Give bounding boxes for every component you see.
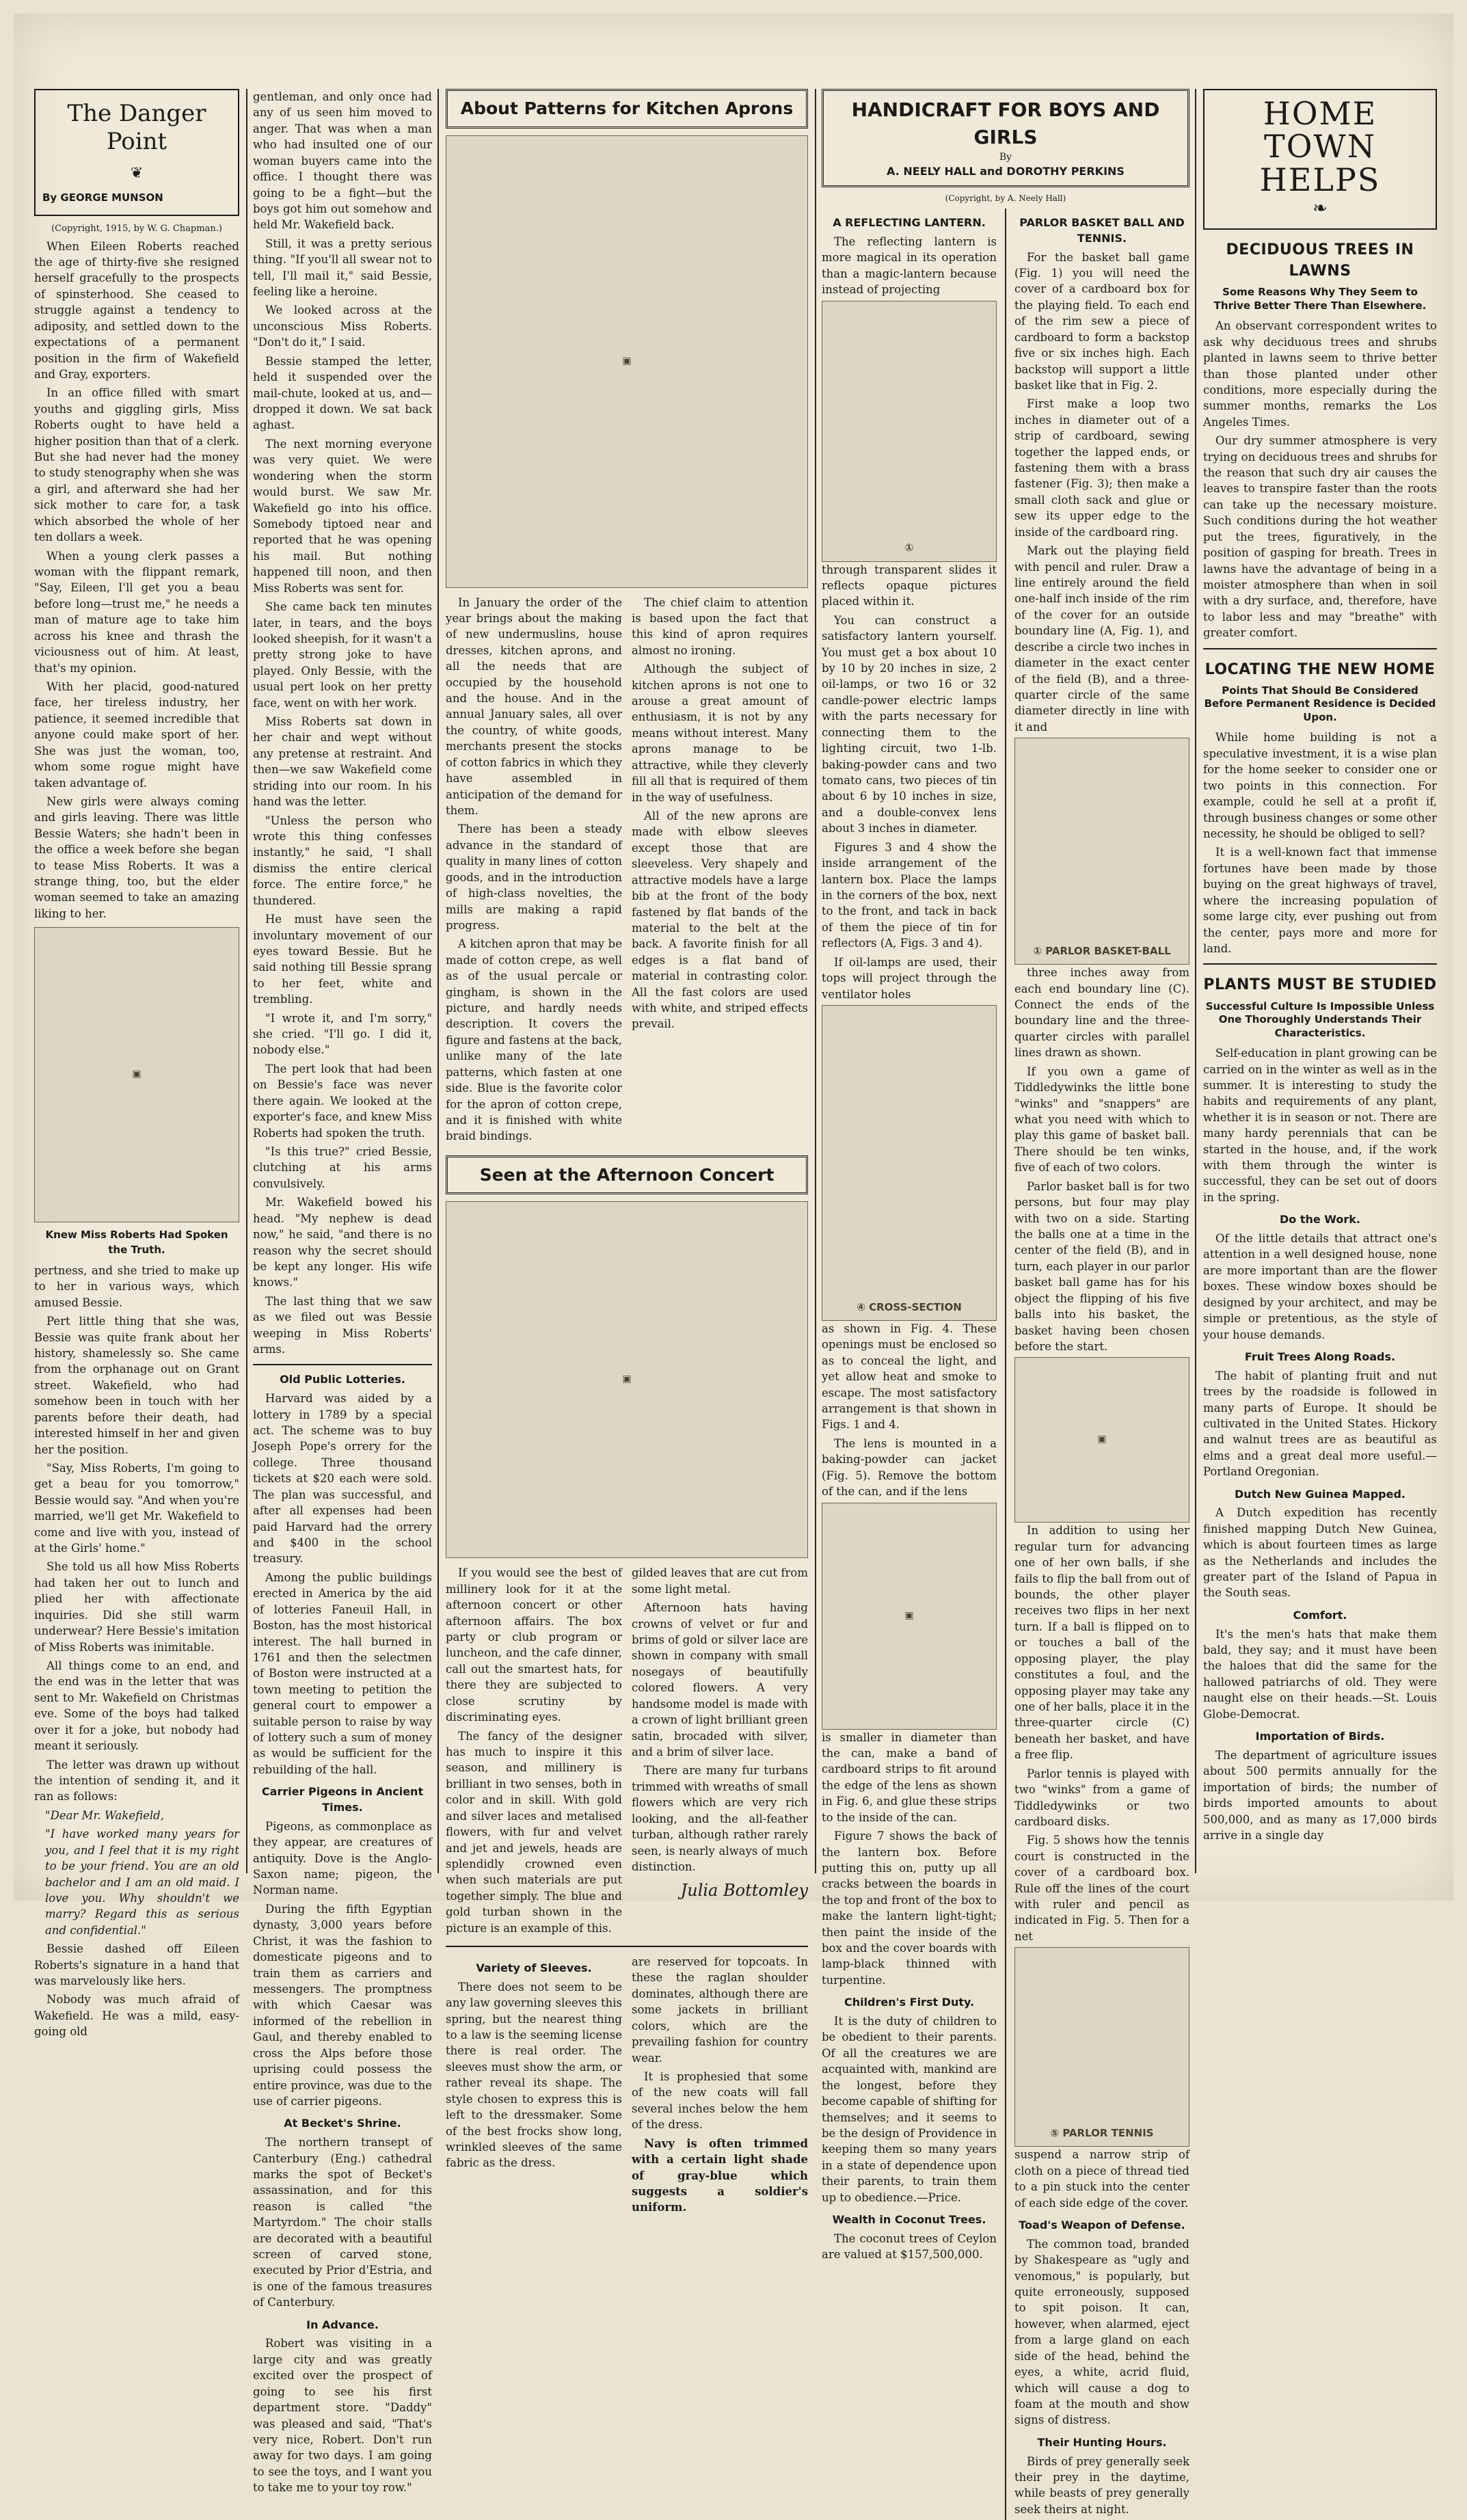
column-rule [1195, 89, 1196, 1873]
paragraph: The pert look that had been on Bessie's face was never there again. We looked at the exporter's face, and knew Miss Roberts had spoken the truth. [253, 1062, 432, 1140]
paragraph: If you own a game of Tiddledywinks the little bone "winks" and "snappers" are what you need with which to play this game of basket ball. There should be ten winks, five of each of two colors. [1014, 1064, 1189, 1175]
copyright: (Copyright, by A. Neely Hall) [945, 193, 1066, 204]
paragraph: While home building is not a speculative investment, it is a wise plan for the home seeker to consider one or two points in this connection. For example, could he sell at a profit if, through business changes or some other necessity, he should be obliged to sell? [1203, 731, 1437, 840]
column-danger-continued [253, 89, 432, 2495]
illustration-woman-feather-hat: ▣ [446, 1201, 808, 1558]
figure-label: ④ CROSS-SECTION [857, 1300, 962, 1313]
paragraph: A Dutch expedition has recently finished mapping Dutch New Guinea, which is about fourteen times as large as the Netherlands and includes the greater part of the Island of Papua in the South seas. [1203, 1506, 1437, 1600]
paragraph: Mark out the playing field with pencil and ruler. Draw a line entirely around the field one-half inch inside of the rim of the cover for an outside boundary line (A, Fig. 1), and describe a circle two inches in diameter in the exact center of the field (B), and a three-quarter circle of the same diameter directly in line with it and [1014, 544, 1189, 734]
figure-label: ⑤ PARLOR TENNIS [1050, 2127, 1154, 2140]
sleeves-col-right [632, 1954, 808, 2219]
by: By [999, 151, 1012, 163]
paragraph: We looked across at the unconscious Miss Roberts. "Don't do it," I said. [253, 304, 432, 349]
headline-pigeons: Carrier Pigeons in Ancient Times. [261, 1785, 424, 1814]
paragraph: as shown in Fig. 4. These openings must be enclosed so as to conceal the light, and yet allow heat and smoke to escape. The most satisfactory arrangement is that shown in Figs. 1 and 4. [822, 1322, 997, 1432]
headline-sleeves: Variety of Sleeves. [476, 1961, 592, 1975]
paragraph: The lens is mounted in a baking-powder can jacket (Fig. 5). Remove the bottom of the can, and if the lens [822, 1436, 997, 1499]
paragraph: "Is this true?" cried Bessie, clutching at his arms convulsively. [253, 1145, 432, 1190]
headline-comfort: Comfort. [1293, 1608, 1347, 1622]
headline-new-home: LOCATING THE NEW HOME [1204, 660, 1436, 678]
newspaper-page [14, 14, 1453, 2516]
paragraph: It is prophesied that some of the new coats will fall several inches below the hem of the dress. [632, 2070, 808, 2132]
paragraph: There are many fur turbans trimmed with wreaths of small flowers which are very rich looking, and the all-feather turban, although rather rarely seen, is nearly always of much distinction. [632, 1764, 808, 1873]
headline-lotteries: Old Public Lotteries. [280, 1373, 405, 1386]
handicraft-columns [822, 209, 1189, 2520]
column-home-town-helps [1203, 89, 1437, 1880]
headline-aprons: About Patterns for Kitchen Aprons [446, 89, 808, 129]
paragraph: gentleman, and only once had any of us seen him moved to anger. That was when a man who had insulted one of our woman buyers came into the office. I thought there was going to be a fight—but the boys got him out somehow and held Mr. Wakefield back. [253, 90, 432, 232]
concert-body [446, 1565, 808, 1939]
paragraph: When Eileen Roberts reached the age of thirty-five she resigned herself gracefully to the prospects of spinsterhood. She ceased to struggle against a tendency to adiposity, and settled down to the expectations of a permanent position in the firm of Wakefield and Gray, exporters. [34, 239, 239, 381]
headline-lantern: A REFLECTING LANTERN. [833, 216, 986, 230]
paragraph: If oil-lamps are used, their tops will project through the ventilator holes [822, 955, 997, 1001]
paragraph: Figure 7 shows the back of the lantern box. Before putting this on, putty up all cracks between the boards in the top and front of the box to make the lantern light-tight; then paint the inside of the box and the cover boards with lamp-black thinned with turpentine. [822, 1829, 997, 1987]
paragraph: are reserved for topcoats. In these the raglan shoulder dominates, although there are some jackets in brilliant colors, which are the prevailing fashion for country wear. [632, 1955, 808, 2065]
paragraph: A kitchen apron that may be made of cotton crepe, as well as of the usual percale or gingham, is shown in the picture, and hardly needs description. It covers the figure and fastens at the back, unlike many of the late patterns, which fasten at one side. Blue is the favorite color for the apron of cotton crepe, and it is finished with white braid bindings. [446, 937, 622, 1143]
paragraph: Mr. Wakefield bowed his head. "My nephew is dead now," he said, "and there is no reason why the secret should be kept any longer. His wife knows." [253, 1196, 432, 1289]
headline-in-advance: In Advance. [306, 2318, 379, 2331]
signature: Julia Bottomley [680, 1881, 808, 1901]
aprons-body [446, 595, 808, 1147]
paragraph: All things come to an end, and the end was in the letter that was sent to Mr. Wakefield on Christmas eve. Some of the boys had talked over it for a joke, but nobody had meant it seriously. [34, 1659, 239, 1753]
paragraph: is smaller in diameter than the can, make a band of cardboard strips to fit around the edge of the lens as shown in Fig. 6, and glue these strips to the inside of the can. [822, 1730, 997, 1824]
paragraph: Among the public buildings erected in America by the aid of lotteries Faneuil Hall, in Boston, has the most historical interest. The hall burned in 1761 and then the selectmen of Boston were instructed at a town meeting to petition the general court to empower a suitable person to raise by way of lottery such a sum of money as would be sufficient for the rebuilding of the hall. [253, 1570, 432, 1776]
headline-handicraft: HANDICRAFT FOR BOYS AND GIRLS [851, 98, 1160, 148]
headline-coconut: Wealth in Coconut Trees. [832, 2213, 986, 2227]
tree-ornament-icon: ❧ [1313, 198, 1328, 219]
paragraph: Parlor basket ball is for two persons, but four may play with two on a side. Starting the balls one at a time in the center of the field (B), and in turn, each player in our parlor basket ball game has for his object the flipping of his five balls into his basket, the basket having been chosen before the start. [1014, 1179, 1189, 1353]
paragraph: "Say, Miss Roberts, I'm going to get a beau for you tomorrow," Bessie would say. "And when you're married, we'll get Mr. Wakefield to come and live with you, instead of at the Girls' home." [34, 1461, 239, 1555]
paragraph: Of the little details that attract one's attention in a well designed house, none are more important than are the flower boxes. These window boxes should be designed by your architect, and may be simple or pretentious, as the style of your house demands. [1203, 1232, 1437, 1341]
column-rule [438, 89, 439, 1873]
concert-col-right [632, 1565, 808, 1939]
story-title: The Danger Point [67, 100, 206, 155]
paragraph: The common toad, branded by Shakespeare as "ugly and venomous," is popularly, but quite erroneously, supposed to spit poison. It can, however, when alarmed, eject from a large gland on each side of the head, behind the eyes, a white, acrid fluid, which will cause a dog to foam at the mouth and show signs of distress. [1014, 2237, 1189, 2427]
paragraph: There has been a steady advance in the standard of quality in many lines of cotton goods, and in the introduction of high-class novelties, the mills are making a rapid progress. [446, 822, 622, 932]
paragraph: Bessie stamped the letter, held it suspended over the mail-chute, looked at us, and—dropped it down. We sat back aghast. [253, 354, 432, 432]
illustration-office-scene: ▣ [34, 927, 239, 1222]
sleeves-col-left [446, 1954, 622, 2219]
paragraph: When a young clerk passes a woman with the flippant remark, "Say, Eileen, I'll get you a beau before long—trust me," he needs a man of mature age to take him across his knee and thrash the viciousness out of him. At least, that's my opinion. [34, 549, 239, 675]
paragraph: The habit of planting fruit and nut trees by the roadside is followed in many parts of Europe. It should be cultivated in the United States. Hickory and walnut trees are as beautiful as elms and a great deal more useful.—Portland Oregonian. [1203, 1369, 1437, 1479]
parlor-column [1014, 209, 1189, 2520]
illustration-woman-apron-staircase: ▣ [446, 135, 808, 588]
column-rule [246, 89, 247, 1873]
paragraph: The coconut trees of Ceylon are valued at $157,500,000. [822, 2231, 997, 2262]
paragraph: three inches away from each end boundary line (C). Connect the ends of the boundary line and the three-quarter circles with parallel lines drawn as shown. [1014, 966, 1189, 1060]
figure-label: ① [904, 541, 914, 554]
paragraph: Afternoon hats having crowns of velvet or fur and brims of gold or silver lace are shown in company with small nosegays of beautifully colored flowers. A very handsome model is made with a crown of light brilliant green satin, brocaded with silver, and a brim of silver lace. [632, 1601, 808, 1758]
column-rule [815, 89, 816, 1873]
paragraph: The next morning everyone was very quiet. We were wondering when the storm would burst. We saw Mr. Wakefield go into his office. Somebody tiptoed near and reported that he was opening his mail. But nothing happened till noon, and then Miss Roberts was sent for. [253, 437, 432, 595]
paragraph: In January the order of the year brings about the making of new undermuslins, house dresses, kitchen aprons, and all the needs that are occupied by the household and the house. And in the annual January sales, all over the country, of white goods, merchants present the stocks of cotton fabrics in which they have assembled in anticipation of the demand for them. [446, 595, 622, 817]
paragraph: There does not seem to be any law governing sleeves this spring, but the nearest thing to a law is the seeming license there is real order. The sleeves must show the arm, or rather reveal its shape. The style chosen to express this is left to the dressmaker. Some of the best frocks show long, wrinkled sleeves of the same fabric as the dress. [446, 1980, 622, 2170]
lantern-cross-section-figure [822, 1005, 997, 1321]
paragraph: Our dry summer atmosphere is very trying on deciduous trees and shrubs for the reason that such dry air causes the leaves to transpire faster than the roots can take up the necessary moisture. Such conditions during the hot weather put the trees, figuratively, in the position of gasping for breath. Trees in lawns have the advantage of being in a moister atmosphere than when in soil with a dry surface, and, therefore, have to labor less and may "breathe" with greater comfort. [1203, 434, 1437, 640]
column-fashion [446, 89, 808, 2214]
headline-birds: Importation of Birds. [1255, 1730, 1385, 1743]
paragraph: With her placid, good-natured face, her tireless industry, her patience, it seemed incredible that anyone could make sport of her. She was just the woman, too, whom some rogue might have taken advantage of. [34, 680, 239, 790]
divider [1203, 648, 1437, 649]
sleeves-body [446, 1954, 808, 2219]
paragraph: She told us all how Miss Roberts had taken her out to lunch and plied her with affectionate inquiries. Did she still warm underwear? Here Bessie's imitation of Miss Roberts was inimitable. [34, 1560, 239, 1654]
paragraph: Parlor tennis is played with two "winks" from a game of Tiddledywinks or two cardboard disks. [1014, 1767, 1189, 1828]
paragraph: Miss Roberts sat down in her chair and wept without any pretense at restraint. And then—we saw Wakefield come striding into our room. In his hand was the letter. [253, 715, 432, 809]
headline-deciduous: DECIDUOUS TREES IN LAWNS [1226, 241, 1414, 280]
aprons-col-right [632, 595, 808, 1147]
paragraph: Robert was visiting in a large city and was greatly excited over the prospect of going to see his first department store. "Daddy" was pleased and said, "That's very nice, Robert. Don't run away for two days. I am going to see the toys, and I want you to take me to your toy row." [253, 2337, 432, 2495]
paragraph: through transparent slides it reflects opaque pictures placed within it. [822, 563, 997, 608]
subhead-new-home: Points That Should Be Considered Before Permanent Residence is Decided Upon. [1204, 684, 1436, 723]
paragraph: Self-education in plant growing can be carried on in the winter as well as in the summer. It is interesting to study the habits and requirements of any plant, whether it is in season or not. There are many hardy perennials that can be started in the house, and, if the work with them through the winter is successful, they can be set out of doors in the spring. [1203, 1047, 1438, 1204]
paragraph: The letter was drawn up without the intention of sending it, and it ran as follows: [34, 1758, 239, 1804]
headline-children-duty: Children's First Duty. [844, 1996, 975, 2009]
paragraph: Pigeons, as commonplace as they appear, are creatures of antiquity. Dove is the Anglo-Saxon name; pigeon, the Norman name. [253, 1819, 432, 1897]
masthead-box [1203, 89, 1437, 230]
letter-quote: "Dear Mr. Wakefield, [45, 1808, 164, 1822]
paragraph: In an office filled with smart youths and giggling girls, Miss Roberts ought to have held a higher position than that of a clerk. But she had never had the money to study stenography when she was a girl, and afterward she had her sick mother to care for, a task which absorbed the whole of her ten dollars a week. [34, 386, 239, 544]
paragraph: It's the men's hats that make them bald, they say; and it must have been the haloes that did the same for the hallowed patriarchs of old. They were naught else on their heads.—St. Louis Globe-Democrat. [1203, 1627, 1437, 1721]
column-handicraft [822, 89, 1189, 2516]
paragraph: An observant correspondent writes to ask why deciduous trees and shrubs planted in lawns seem to thrive better than those planted under other conditions, more especially during the summer months, remarks the Los Angeles Times. [1203, 319, 1437, 429]
paragraph: New girls were always coming and girls leaving. There was little Bessie Waters; she hadn't been in the office a week before she began to tease Miss Roberts. It was a strange thing, too, but the elder woman seemed to take an amazing liking to her. [34, 794, 239, 920]
inner-rule [1005, 209, 1006, 2520]
figure-label: ① PARLOR BASKET-BALL [1033, 944, 1171, 957]
paragraph: The northern transept of Canterbury (Eng.) cathedral marks the spot of Becket's assassination, and for this reason is called "the Martyrdom." The choir stalls are decorated with a beautiful screen of carved stone, executed by Prior d'Estria, and is one of the famous treasures of Canterbury. [253, 2136, 432, 2309]
aprons-col-left [446, 595, 622, 1147]
paragraph: suspend a narrow strip of cloth on a piece of thread tied to a pin stuck into the center of each side edge of the cover. [1014, 2148, 1189, 2210]
handicraft-header-box [822, 89, 1189, 187]
concert-col-left [446, 1565, 622, 1939]
headline-becket: At Becket's Shrine. [284, 2117, 401, 2130]
story-title-box [34, 89, 239, 216]
byline: By GEORGE MUNSON [42, 191, 163, 204]
paragraph: The fancy of the designer has much to inspire it this season, and millinery is brilliant in two senses, both in color and in skill. With gold and silver laces and metalised flowers, with fur and velvet and jet and jewels, heads are splendidly crowned even when such materials are put together simply. The blue and gold turban shown in the picture is an example of this. [446, 1729, 622, 1935]
headline-plants: PLANTS MUST BE STUDIED [1203, 976, 1437, 994]
paragraph: You can construct a satisfactory lantern yourself. You must get a box about 10 by 10 by 20 inches in size, 2 oil-lamps, or two 16 or 32 candle-power electric lamps with the parts necessary for connecting them to the lighting circuit, two 1-lb. baking-powder cans and two tomato cans, two pieces of tin about 6 by 10 inches in size, and a double-convex lens about 3 inches in diameter. [822, 613, 997, 835]
lantern-figure-1 [822, 301, 997, 562]
paragraph: Birds of prey generally seek their prey in the daytime, while beasts of prey generally seek theirs at night. [1014, 2454, 1189, 2516]
divider [1203, 963, 1437, 965]
paragraph: Pert little thing that she was, Bessie was quite frank about her history, shamelessly so. She came from the orphanage out on Grant street. Wakefield, who had somehow been in touch with her parents before their death, had interested himself in her and given her the position. [34, 1315, 239, 1456]
headline-toad: Toad's Weapon of Defense. [1019, 2219, 1185, 2231]
paragraph: Harvard was aided by a lottery in 1789 by a special act. The scheme was to buy Joseph Pope's orrery for the college. Three thousand tickets at $20 each were sold. The plan was successful, and after all expenses had been paid Harvard had the orrery and $400 in the school treasury. [253, 1392, 432, 1566]
divider [253, 1364, 432, 1365]
letter-quote: "I have worked many years for you, and I feel that it is my right to be your friend. You are an old bachelor and I am an old maid. I love you. Why shouldn't we marry? Regard this as serious and confidential." [45, 1827, 239, 1937]
paragraph: The chief claim to attention is based upon the fact that this kind of apron requires almost no ironing. [632, 595, 808, 657]
paragraph: Bessie dashed off Eileen Roberts's signature in a hand that was marvelously like hers. [34, 1942, 239, 1988]
headline-concert: Seen at the Afternoon Concert [446, 1155, 808, 1195]
illustration-caption: Knew Miss Roberts Had Spoken the Truth. [45, 1229, 228, 1256]
paragraph: All of the new aprons are made with elbow sleeves except those that are sleeveless. Very shapely and attractive models have a large bib at the front of the body fastened by flat bands of the material to the belt at the back. A favorite finish for all edges is a flat band of material in contrasting color. All the fast colors are used with white, and striped effects prevail. [632, 809, 808, 1031]
paragraph: He must have seen the involuntary movement of our eyes toward Bessie. But he said nothing till Bessie sprang to her feet, white and trembling. [253, 913, 432, 1006]
paragraph: If you would see the best of millinery look for it at the afternoon concert or other afternoon affairs. The box party or club program or luncheon, and the cafe dinner, call out the smartest hats, for there they are subjected to close scrutiny by discriminating eyes. [446, 1566, 622, 1724]
authors: A. NEELY HALL and DOROTHY PERKINS [887, 165, 1125, 178]
paragraph: "Unless the person who wrote this thing confesses instantly," he said, "I shall dismiss the entire clerical force. The entire force," he thundered. [253, 814, 432, 907]
paragraph: Nobody was much afraid of Wakefield. He was a mild, easy-going old [34, 1993, 239, 2039]
lantern-parts-figure: ▣ [822, 1503, 997, 1730]
parlor-tennis-figure [1014, 1947, 1189, 2147]
paragraph: Navy is often trimmed with a certain light shade of gray-blue which suggests a soldier's uniform. [632, 2136, 808, 2214]
masthead-title: HOME TOWN HELPS [1259, 95, 1381, 198]
copyright: (Copyright, 1915, by W. G. Chapman.) [51, 224, 222, 234]
subhead-plants: Successful Culture Is Impossible Unless One Thoroughly Understands Their Characteristics. [1205, 1000, 1435, 1039]
paragraph: The reflecting lantern is more magical in its operation than a magic-lantern because instead of projecting [822, 234, 997, 297]
subhead-deciduous: Some Reasons Why They Seem to Thrive Better There Than Elsewhere. [1213, 286, 1427, 312]
paragraph: She came back ten minutes later, in tears, and the boys looked sheepish, for it wasn't a pretty strong joke to have played. Only Bessie, with the usual pert look on her pretty face, went on with her work. [253, 600, 432, 710]
paragraph: First make a loop two inches in diameter out of a strip of cardboard, sewing together the lapped ends, or fastening them with a brass fastener (Fig. 3); then make a small cloth sack and glue or sew its upper edge to the inside of the cardboard ring. [1014, 397, 1189, 539]
paragraph: The department of agriculture issues about 500 permits annually for the importation of birds; the number of birds imported amounts to about 500,000, and as many as 17,000 birds arrive in a single day [1203, 1748, 1437, 1842]
paragraph: The last thing that we saw as we filed out was Bessie weeping in Miss Roberts' arms. [253, 1294, 432, 1356]
lantern-column [822, 209, 997, 2520]
paragraph: "I wrote it, and I'm sorry," she cried. "I'll go. I did it, nobody else." [253, 1011, 432, 1057]
paragraph: Although the subject of kitchen aprons is not one to arouse a great amount of enthusiasm, it is not by any means without interest. Many aprons manage to be attractive, while they cleverly fill all that is required of them in the way of usefulness. [632, 662, 808, 804]
headline-new-guinea: Dutch New Guinea Mapped. [1235, 1487, 1405, 1501]
parlor-basketball-figure [1014, 738, 1189, 965]
paragraph: It is the duty of children to be obedient to their parents. Of all the creatures we are acquainted with, mankind are the longest, before they become capable of shifting for themselves; and it seems to be the design of Providence in keeping them so many years in a state of dependence upon their parents, to train them up to obedience.—Price. [822, 2015, 997, 2204]
headline-hunting: Their Hunting Hours. [1037, 2435, 1167, 2449]
paragraph: Figures 3 and 4 show the inside arrangement of the lantern box. Place the lamps in the corners of the box, next to the front, and tack in back of them the piece of tin for reflectors (A, Figs. 3 and 4). [822, 840, 997, 950]
column-danger-point [34, 89, 239, 2039]
ornament-icon: ❦ [130, 164, 144, 182]
paragraph: During the fifth Egyptian dynasty, 3,000 years before Christ, it was the fashion to domesticate pigeons and to train them as carriers and messengers. The promptness with which Caesar was informed of the rebellion in Gaul, and thereby enabled to cross the Alps before those uprising could possess the entire province, was due to the use of carrier pigeons. [253, 1902, 432, 2108]
paragraph: It is a well-known fact that immense fortunes have been made by those buying on the great highways of travel, where the increasing population of some large city, ever pushing out from the center, pays more and more for land. [1203, 846, 1437, 955]
headline-do-work: Do the Work. [1280, 1213, 1360, 1227]
paragraph: Fig. 5 shows how the tennis court is constructed in the cover of a cardboard box. Rule off the lines of the court with ruler and pencil as indicated in Fig. 5. Then for a net [1014, 1834, 1189, 1943]
divider [446, 1946, 808, 1947]
headline-fruit-trees: Fruit Trees Along Roads. [1244, 1350, 1396, 1363]
paragraph: Still, it was a pretty serious thing. "If you'll all swear not to tell, I'll mail it," said Bessie, feeling like a heroine. [253, 237, 432, 299]
headline-parlor: PARLOR BASKET BALL AND TENNIS. [1019, 216, 1185, 245]
paragraph: In addition to using her regular turn for advancing one of her own balls, if she fails to flip the ball from out of bounds, the other player receives two flips in her next turn. If a ball is flipped on to or touches a ball of the opposing player, the play constitutes a foul, and the opposing player may take any one of her balls, place it in the three-quarter circle (C) beneath her basket, and have a free flip. [1014, 1524, 1189, 1762]
parlor-basket-detail-figure: ▣ [1014, 1357, 1189, 1523]
paragraph: pertness, and she tried to make up to her in various ways, which amused Bessie. [34, 1263, 239, 1309]
paragraph: For the basket ball game (Fig. 1) you will need the cover of a cardboard box for the playing field. To each end of the rim sew a piece of cardboard to form a backstop five or six inches high. Each backstop will support a little basket like that in Fig. 2. [1014, 250, 1189, 392]
paragraph: gilded leaves that are cut from some light metal. [632, 1566, 808, 1596]
